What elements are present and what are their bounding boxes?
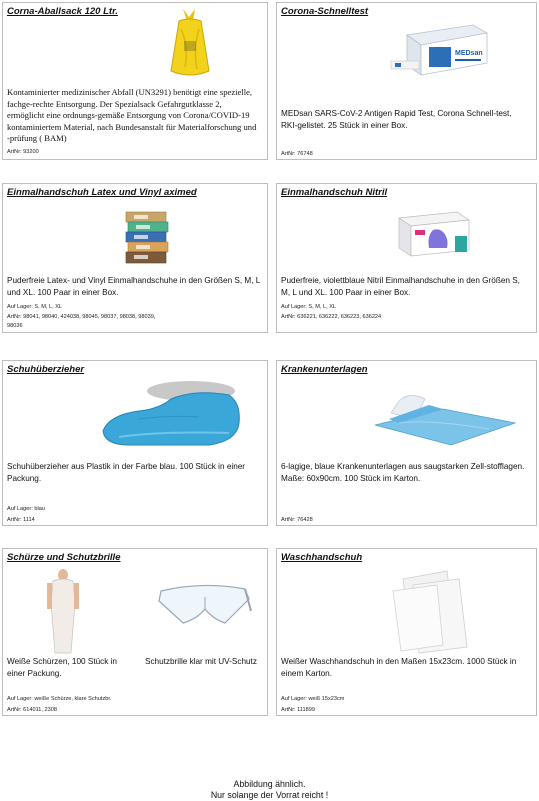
article-number: ArtNr: 76428	[281, 517, 313, 523]
article-number: ArtNr: 98041, 98040, 424038, 98045, 98037, 98038, 98039, 98036	[7, 314, 156, 329]
disclaimer-line-1: Abbildung ähnlich.	[233, 779, 306, 789]
article-number: ArtNr: 614011, 2308	[7, 707, 57, 713]
product-title: Einmalhandschuh Nitril	[281, 187, 388, 198]
product-title: Corna-Aballsack 120 Ltr.	[7, 6, 118, 17]
safety-glasses-image	[155, 579, 253, 633]
underpad-image	[369, 379, 519, 449]
product-title: Einmalhandschuh Latex und Vinyl aximed	[7, 187, 197, 198]
stock-info: Auf Lager: weiße Schürze, klare Schutzbr.	[7, 696, 112, 702]
stock-info: Auf Lager: S, M, L, XL	[281, 304, 337, 310]
product-description: Weißer Waschhandschuh in den Maßen 15x23cm. 1000 Stück in einem Karton.	[281, 657, 517, 678]
yellow-waste-bag-image	[159, 7, 221, 81]
product-description: MEDsan SARS-CoV-2 Antigen Rapid Test, Corona Schnell-test, RKI-gelistet. 25 Stück in einer Box.	[281, 109, 512, 130]
product-description: Weiße Schürzen, 100 Stück in einer Packung.	[7, 657, 117, 678]
product-title: Schürze und Schutzbrille	[7, 552, 121, 563]
product-card	[2, 2, 268, 160]
product-card	[276, 360, 537, 526]
disclaimer-line-2: Nur solange der Vorrat reicht !	[210, 790, 329, 800]
product-title: Krankenunterlagen	[281, 364, 368, 375]
wash-glove-image	[389, 569, 485, 657]
product-card	[2, 360, 268, 526]
product-description: Puderfreie Latex- und Vinyl Einmalhandschuhe in den Größen S, M, L und XL. 100 Paar in einer Box.	[7, 276, 261, 297]
stock-info: Auf Lager: S, M, L, XL	[7, 304, 63, 310]
product-title: Schuhüberzieher	[7, 364, 85, 375]
article-number: ArtNr: 1114	[7, 517, 35, 523]
product-card	[2, 548, 268, 716]
product-title: Corona-Schnelltest	[281, 6, 369, 17]
apron-image	[43, 569, 83, 655]
product-description: Puderfreie, violettblaue Nitril Einmalhandschuhe in den Größen S, M, L und XL. 100 Paar in einer Box.	[281, 276, 520, 297]
nitrile-glove-box-image	[393, 208, 471, 260]
brand-logo: MEDsan	[455, 50, 483, 57]
product-title: Waschhandschuh	[281, 552, 363, 563]
product-card	[2, 183, 268, 333]
product-description: 6-lagige, blaue Krankenunterlagen aus saugstarken Zell-stofflagen. Maße: 60x90cm. 100 Stück im Karton.	[281, 462, 525, 483]
product-card	[276, 183, 537, 333]
article-number: ArtNr: 93200	[7, 149, 39, 155]
article-number: ArtNr: 76748	[281, 151, 313, 157]
article-number: ArtNr: 636221, 636222, 636223, 636224	[281, 314, 382, 320]
article-number: ArtNr: 111899	[281, 707, 315, 713]
product-description: Schuhüberzieher aus Plastik in der Farbe blau. 100 Stück in einer Packung.	[7, 462, 246, 483]
product-card	[276, 548, 537, 716]
shoe-cover-image	[99, 375, 243, 455]
stock-info: Auf Lager: blau	[7, 506, 45, 512]
glove-boxes-stack-image	[124, 210, 172, 266]
product-card	[276, 2, 537, 160]
rapid-test-box-image	[389, 17, 489, 79]
product-description: Kontaminierter medizinischer Abfall (UN3291) benötigt eine spezielle, fachge-rechte Entsorgung. Der Spezialsack Gefahrgutklasse 2, ermöglicht eine ordnungs-gemäße Entsorgung von Corona/COVID-19 kontaminiertem Material, nach Bundesanstalt für Materialforschung und -prüfung ( BAM)	[7, 87, 257, 143]
product-description-secondary: Schutzbrille klar mit UV-Schutz	[145, 657, 257, 666]
stock-info: Auf Lager: weiß 15x23cm	[281, 696, 345, 702]
